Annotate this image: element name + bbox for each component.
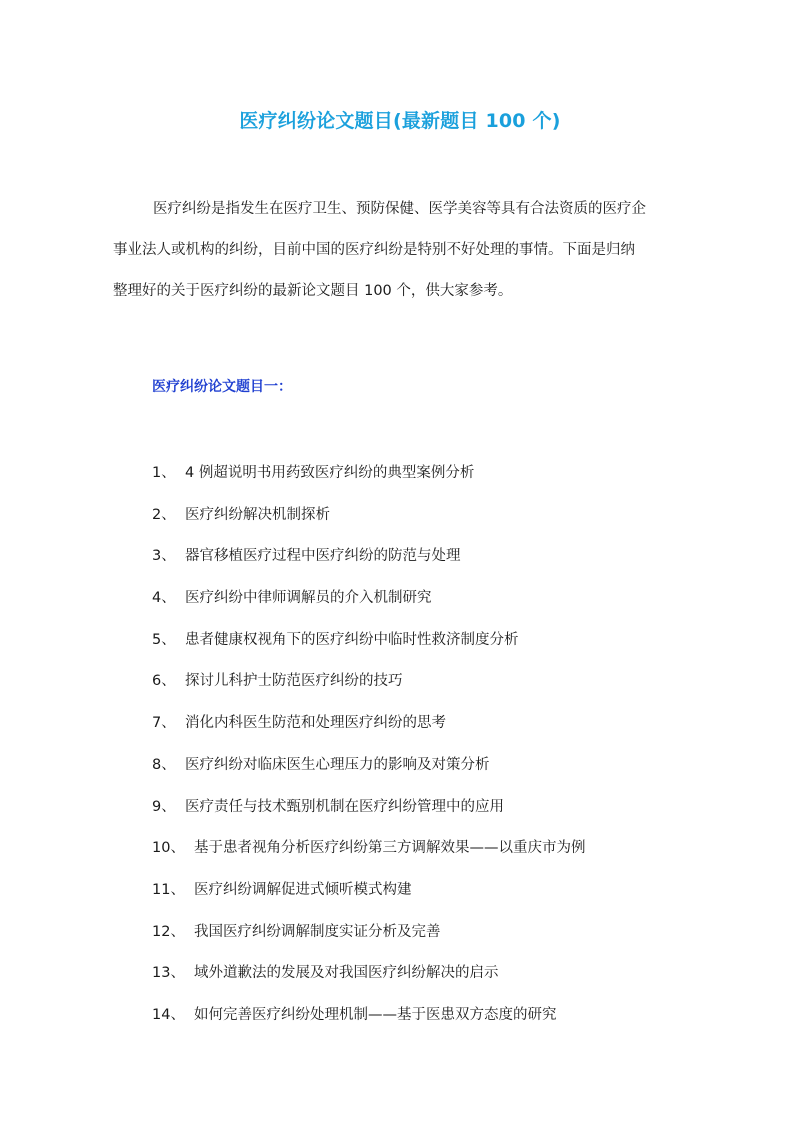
list-item-number: 8、	[152, 756, 176, 773]
list-item-number: 11、	[152, 881, 185, 898]
topic-list	[152, 461, 586, 1045]
list-item	[152, 461, 586, 503]
list-item-text: 医疗纠纷对临床医生心理压力的影响及对策分析	[185, 756, 490, 773]
list-item-number: 12、	[152, 923, 185, 940]
list-item-text: 如何完善医疗纠纷处理机制——基于医患双方态度的研究	[194, 1006, 557, 1023]
list-item-text: 基于患者视角分析医疗纠纷第三方调解效果——以重庆市为例	[194, 840, 586, 857]
list-item-number: 5、	[152, 631, 176, 648]
intro-line: 医疗纠纷是指发生在医疗卫生、预防保健、医学美容等具有合法资质的医疗企	[153, 201, 646, 217]
list-item	[152, 961, 586, 1003]
list-item-number: 14、	[152, 1006, 185, 1023]
list-item	[152, 669, 586, 711]
list-item-number: 7、	[152, 715, 176, 732]
list-item-number: 9、	[152, 798, 176, 815]
list-item	[152, 544, 586, 586]
list-item-text: 我国医疗纠纷调解制度实证分析及完善	[194, 923, 441, 940]
list-item-number: 13、	[152, 965, 185, 982]
list-item-text: 域外道歉法的发展及对我国医疗纠纷解决的启示	[194, 965, 499, 982]
intro-paragraph	[113, 189, 693, 312]
list-item	[152, 878, 586, 920]
list-item	[152, 711, 586, 753]
list-item	[152, 503, 586, 545]
list-item	[152, 628, 586, 670]
list-item-number: 4、	[152, 590, 176, 607]
document-title: 医疗纠纷论文题目(最新题目 100 个)	[239, 110, 561, 132]
list-item	[152, 586, 586, 628]
list-item	[152, 753, 586, 795]
list-item-text: 患者健康权视角下的医疗纠纷中临时性救济制度分析	[185, 631, 519, 648]
list-item	[152, 836, 586, 878]
list-item-number: 6、	[152, 673, 176, 690]
intro-line: 整理好的关于医疗纠纷的最新论文题目 100 个，供大家参考。	[113, 283, 513, 299]
list-item-text: 4 例超说明书用药致医疗纠纷的典型案例分析	[185, 465, 475, 481]
list-item	[152, 1003, 586, 1045]
list-item-text: 消化内科医生防范和处理医疗纠纷的思考	[185, 715, 446, 732]
list-item-number: 3、	[152, 548, 176, 565]
list-item	[152, 795, 586, 837]
list-item-text: 器官移植医疗过程中医疗纠纷的防范与处理	[185, 548, 461, 565]
list-item-number: 2、	[152, 506, 176, 523]
list-item	[152, 920, 586, 962]
list-item-number: 1、	[152, 465, 176, 481]
section-heading: 医疗纠纷论文题目一：	[152, 379, 292, 395]
intro-line: 事业法人或机构的纠纷，目前中国的医疗纠纷是特别不好处理的事情。下面是归纳	[113, 242, 635, 258]
list-item-text: 医疗责任与技术甄别机制在医疗纠纷管理中的应用	[185, 798, 504, 815]
list-item-text: 医疗纠纷中律师调解员的介入机制研究	[185, 590, 432, 607]
list-item-text: 医疗纠纷解决机制探析	[185, 506, 330, 523]
list-item-text: 探讨儿科护士防范医疗纠纷的技巧	[185, 673, 403, 690]
list-item-number: 10、	[152, 840, 185, 857]
list-item-text: 医疗纠纷调解促进式倾听模式构建	[194, 881, 412, 898]
